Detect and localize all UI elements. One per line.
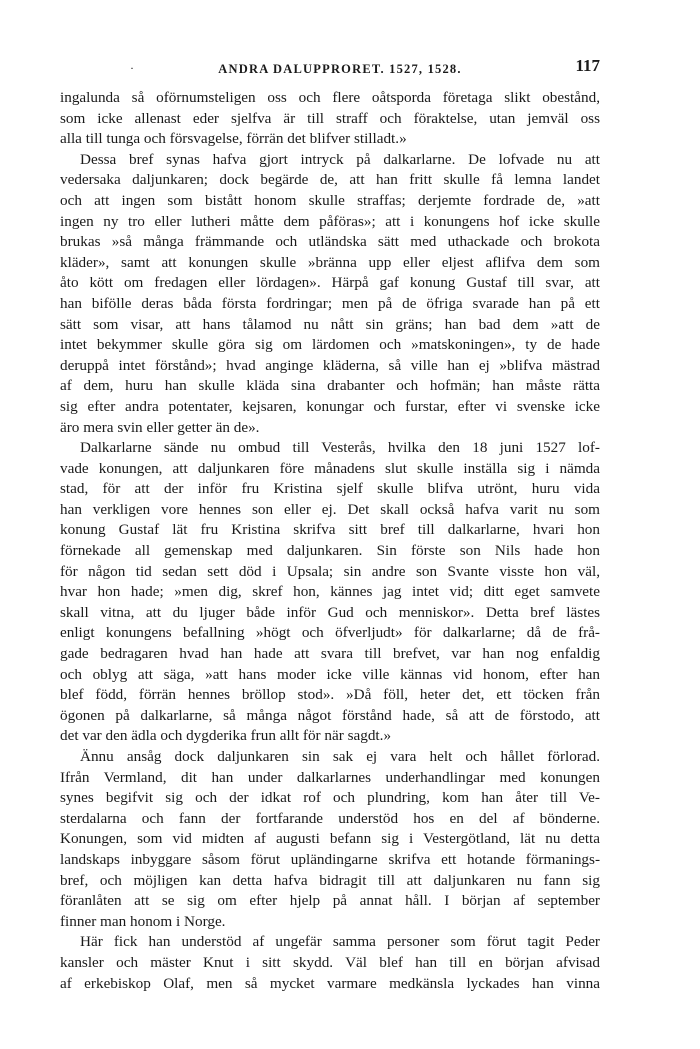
text-line: vade konungen, att daljunkaren före månadens slut skulle inställa sig i nämda [60, 459, 600, 477]
text-line: det var den ädla och dygderika frun allt för när sagdt.» [60, 727, 392, 745]
text-line: Här fick han understöd af ungefär samma personer som förut tagit Peder [80, 933, 600, 951]
text-line: af dem, huru han skulle kläda sina drabanter och hofmän; han måste rätta [60, 377, 600, 395]
text-line: konung Gustaf lät fru Kristina skrifva sitt bref till dalkarlarne, hvari hon [60, 521, 600, 539]
text-line: gade bedragaren hvad han hade att svara till brefvet, var han nog enfaldig [60, 645, 600, 663]
text-line: Dalkarlarne sände nu ombud till Vesterås, hvilka den 18 juni 1527 lof- [80, 439, 600, 457]
text-line: kansler och mäster Knut i sitt skydd. Väl blef han till en början afvisad [60, 953, 600, 971]
text-line: och att ingen som bistått honom skulle straffas; derjemte fordrade de, »att [60, 191, 600, 209]
text-line: ingen ny tro eller lutheri måtte dem påföras»; att i konungens hof icke skulle [60, 212, 600, 230]
text-line: Dessa bref synas hafva gjort intryck på dalkarlarne. De lofvade nu att [80, 150, 600, 168]
text-line: sätt som visar, att hans tålamod nu nått sin gräns; han bad dem »att de [60, 315, 600, 333]
text-line: äro mera svin eller getter än de». [60, 418, 260, 436]
text-line: landskaps inbyggare såsom förut upländingarne skrifva ett hotande förmanings- [60, 850, 600, 868]
text-line: alla till tunga och försvagelse, förrän det blifver stilladt.» [60, 130, 407, 148]
chapter-title: ANDRA DALUPPRORET. 1527, 1528. [218, 62, 462, 76]
text-line: skall vitna, att du ljuger både inför Gud och menniskor». Detta bref lästes [60, 603, 600, 621]
text-line: som icke allenast eder sjelfva är till straff och föraktelse, utan jemväl oss [60, 109, 600, 127]
text-line: och oblyg att säga, »att hans moder icke ville kännas vid honom, efter han [60, 665, 600, 683]
text-line: af erkebiskop Olaf, men så mycket varmare medkänsla lyckades han vinna [60, 974, 600, 992]
text-line: vedersaka daljunkaren; dock begärde de, att han fritt skulle få lemna landet [60, 171, 600, 189]
book-page [60, 56, 600, 994]
text-line: för någon tid sedan sett död i Upsala; sin andre son Svante visste hon väl, [60, 562, 600, 580]
text-line: blef född, förrän hennes bröllop stod». »Då föll, heter det, ett töcken från [60, 686, 600, 704]
text-line: ingalunda så oförnumsteligen oss och flere oåtsporda företaga slikt obestånd, [60, 89, 600, 106]
text-line: deruppå intet förstånd»; hvad anginge kläderna, så ville han ej »blifva mästrad [60, 356, 600, 374]
body-text [60, 88, 600, 994]
text-line: ögonen på dalkarlarne, så många något förstånd hade, så att de förstodo, att [60, 706, 600, 724]
text-line: intet bekymmer skulle göra sig om lärdomen och »matskoningen», ty de hade [60, 336, 600, 354]
text-line: Ifrån Vermland, dit han under dalkarlarnes underhandlingar med konungen [60, 768, 600, 786]
text-line: Ännu ansåg dock daljunkaren sin sak ej vara helt och hållet förlorad. [80, 748, 600, 765]
text-line: bref, och möjligen kan detta hafva bidragit till att daljunkaren nu fann sig [60, 871, 600, 889]
text-line: åto kött om fredagen eller lördagen». Härpå gaf konung Gustaf till svar, att [60, 274, 600, 292]
text-line: brukas »så många främmande och utländska sätt med uthackade och brokota [60, 233, 600, 251]
text-line: sig efter andra potentater, kejsaren, konungar och furstar, efter vi svenske icke [60, 397, 600, 415]
text-line: han bifölle deras båda första fordringar; men på de öfriga svarade han på ett [60, 294, 600, 312]
header-dot: · [130, 61, 134, 75]
text-line: kläder», samt att konungen skulle »bränna upp eller eljest aflifva dem som [60, 253, 600, 271]
text-line: finner man honom i Norge. [60, 912, 226, 930]
text-line: förnekade all gemenskap med daljunkaren. Sin förste son Nils hade hon [60, 542, 600, 560]
text-line: Konungen, som vid midten af augusti befann sig i Vestergötland, lät nu detta [60, 830, 600, 848]
page-number: 117 [575, 56, 600, 75]
text-line: hvar hon hade; »men dig, skref hon, kännes jag intet vid; ditt eget samvete [60, 583, 600, 601]
text-line: synes begifvit sig och der idkat rof och plundring, kom han åter till Ve- [60, 789, 600, 807]
text-line: enligt konungens befallning »högt och öfverljudt» för dalkarlarne; då de frå- [60, 624, 600, 642]
text-line: stad, för att der inför fru Kristina sjelf skulle blifva utrönt, huru vida [60, 480, 600, 498]
running-head [60, 56, 600, 82]
text-line: föranlåten att se sig om efter hjelp på annat håll. I början af september [60, 892, 600, 910]
text-line: han verkligen vore hennes son eller ej. Det skall också hafva varit nu som [60, 500, 600, 518]
text-line: sterdalarna och fann der fortfarande understöd hos en del af bönderne. [60, 809, 600, 827]
